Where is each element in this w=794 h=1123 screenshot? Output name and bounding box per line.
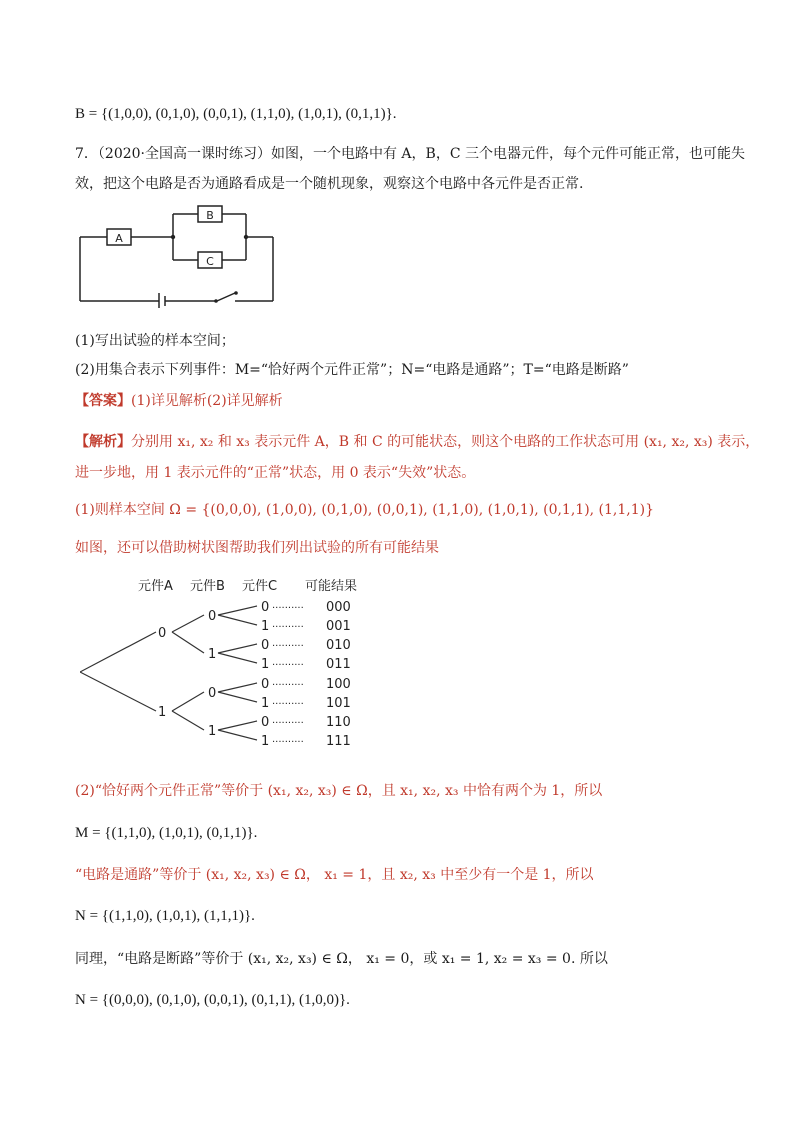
tree-leaf-value: 0: [261, 715, 270, 730]
sub-question-1: (1)写出试验的样本空间；: [75, 333, 235, 349]
answer-line: [75, 391, 283, 411]
sample-space-line: (1)则样本空间 Ω = {(0,0,0), (1,0,0), (0,1,0), (0,0,1), (1,1,0), (1,0,1), (0,1,1), (1,1,1)}: [75, 502, 655, 518]
set-m-line: M = {(1,1,0), (1,0,1), (0,1,1)}.: [75, 825, 258, 841]
element-a-label: A: [115, 232, 123, 245]
tree-result: 101: [326, 696, 351, 711]
answer-tag: 【答案】: [75, 393, 131, 409]
tree-leaf-value: 0: [261, 677, 270, 692]
tree-leaf-value: 1: [261, 696, 270, 711]
tree-result: 111: [326, 734, 351, 749]
sub-question-2: (2)用集合表示下列事件：M=“恰好两个元件正常”；N=“电路是通路”；T=“电路是断路”: [75, 362, 629, 378]
analysis-line1: [75, 432, 759, 452]
tree-leader-dots: ··········: [272, 680, 304, 691]
tree-leaf-value: 0: [261, 600, 270, 615]
element-c-label: C: [206, 255, 214, 268]
tree-node-l2: 1: [208, 724, 217, 739]
tree-result: 001: [326, 619, 351, 634]
question-7-line2: 效，把这个电路是否为通路看成是一个随机现象，观察这个电路中各元件是否正常.: [75, 176, 584, 192]
header-element-c: 元件C: [242, 579, 278, 594]
tree-result: 100: [326, 677, 351, 692]
tree-result: 011: [326, 657, 351, 672]
tree-leader-dots: ··········: [272, 660, 304, 671]
tree-node-l1: 0: [158, 626, 167, 641]
tree-leader-dots: ··········: [272, 737, 304, 748]
set-n-line: N = {(1,1,0), (1,0,1), (1,1,1)}.: [75, 908, 255, 924]
header-results: 可能结果: [305, 579, 358, 594]
tree-result: 110: [326, 715, 351, 730]
header-element-b: 元件B: [190, 579, 225, 594]
tree-result: 000: [326, 600, 351, 615]
header-element-a: 元件A: [138, 579, 173, 594]
question-7-line1: 7．（2020·全国高一课时练习）如图，一个电路中有 A，B，C 三个电器元件，每个元件可能正常，也可能失: [75, 146, 745, 162]
tree-leaf-value: 1: [261, 657, 270, 672]
tree-leader-dots: ··········: [272, 603, 304, 614]
tree-node-l1: 1: [158, 705, 167, 720]
tree-leader-dots: ··········: [272, 641, 304, 652]
analysis-line2: 进一步地，用 1 表示元件的“正常”状态，用 0 表示“失效”状态。: [75, 465, 476, 481]
set-t-line: N = {(0,0,0), (0,1,0), (0,0,1), (0,1,1), (1,0,0)}.: [75, 992, 350, 1008]
tree-diagram: [80, 570, 380, 750]
circuit-diagram: [75, 203, 285, 308]
tree-leaf-value: 1: [261, 734, 270, 749]
tree-leader-dots: ··········: [272, 718, 304, 729]
analysis-text1: 分别用 x₁, x₂ 和 x₃ 表示元件 A，B 和 C 的可能状态，则这个电路的工作状态可用 (x₁, x₂, x₃) 表示，: [131, 434, 760, 450]
tree-leader-dots: ··········: [272, 699, 304, 710]
part2-line1: (2)“恰好两个元件正常”等价于 (x₁, x₂, x₃) ∈ Ω，且 x₁, x₂, x₃ 中恰有两个为 1，所以: [75, 783, 603, 799]
tree-node-l2: 0: [208, 609, 217, 624]
analysis-tag: 【解析】: [75, 434, 131, 450]
part2-line2: “电路是通路”等价于 (x₁, x₂, x₃) ∈ Ω， x₁ = 1，且 x₂, x₃ 中至少有一个是 1，所以: [75, 867, 594, 883]
set-b-line: B = {(1,0,0), (0,1,0), (0,0,1), (1,1,0), (1,0,1), (0,1,1)}.: [75, 106, 397, 122]
element-b-label: B: [206, 209, 214, 222]
part2-line3: 同理，“电路是断路”等价于 (x₁, x₂, x₃) ∈ Ω， x₁ = 0，或 x₁ = 1, x₂ = x₃ = 0. 所以: [75, 951, 608, 967]
tree-leaf-value: 0: [261, 638, 270, 653]
answer-text: (1)详见解析(2)详见解析: [131, 393, 283, 409]
tree-node-l2: 1: [208, 647, 217, 662]
tree-result: 010: [326, 638, 351, 653]
tree-leader-dots: ··········: [272, 622, 304, 633]
tree-leaf-value: 1: [261, 619, 270, 634]
tree-node-l2: 0: [208, 686, 217, 701]
tree-intro-line: 如图，还可以借助树状图帮助我们列出试验的所有可能结果: [75, 540, 439, 556]
